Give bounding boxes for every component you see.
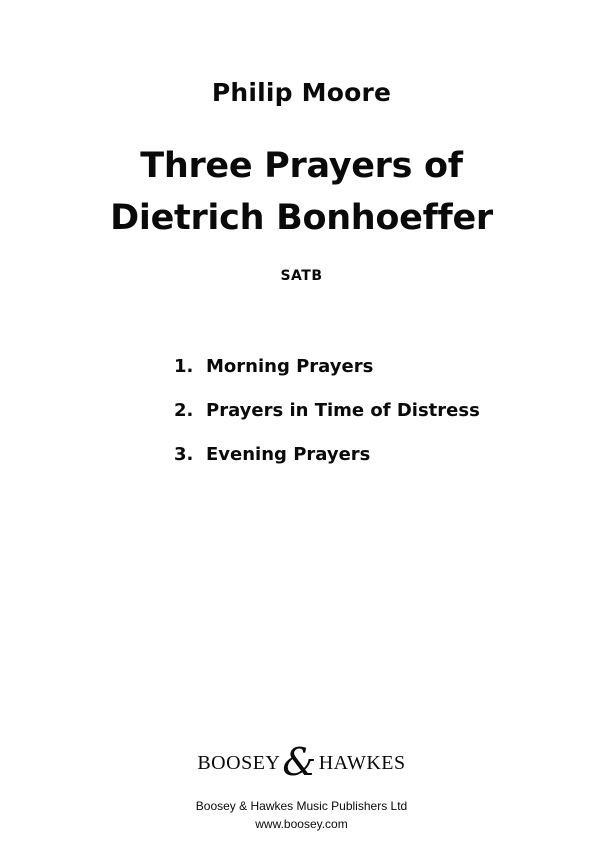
contents-item [174, 356, 480, 378]
contents-list [174, 356, 480, 488]
contents-item-title: Evening Prayers [206, 444, 371, 465]
publisher-logo-ampersand: & [282, 740, 317, 784]
contents-item [174, 400, 480, 422]
publisher-logo-right: HAWKES [318, 752, 406, 774]
composer-name: Philip Moore [211, 78, 392, 107]
publisher-name: Boosey & Hawkes Music Publishers Ltd [195, 799, 408, 813]
publisher-logo [0, 740, 603, 784]
publisher-logo-left: BOOSEY [197, 752, 281, 774]
contents-item [174, 444, 480, 466]
publisher-website: www.boosey.com [255, 817, 348, 831]
contents-item-number: 1. [174, 356, 194, 377]
contents-item-number: 2. [174, 400, 194, 421]
voicing-label: SATB [280, 268, 323, 284]
contents-item-number: 3. [174, 444, 194, 465]
work-title-line-2: Dietrich Bonhoeffer [110, 198, 493, 238]
work-title-line-1: Three Prayers of [140, 146, 463, 186]
contents-item-title: Morning Prayers [206, 356, 374, 377]
contents-item-title: Prayers in Time of Distress [206, 400, 480, 421]
